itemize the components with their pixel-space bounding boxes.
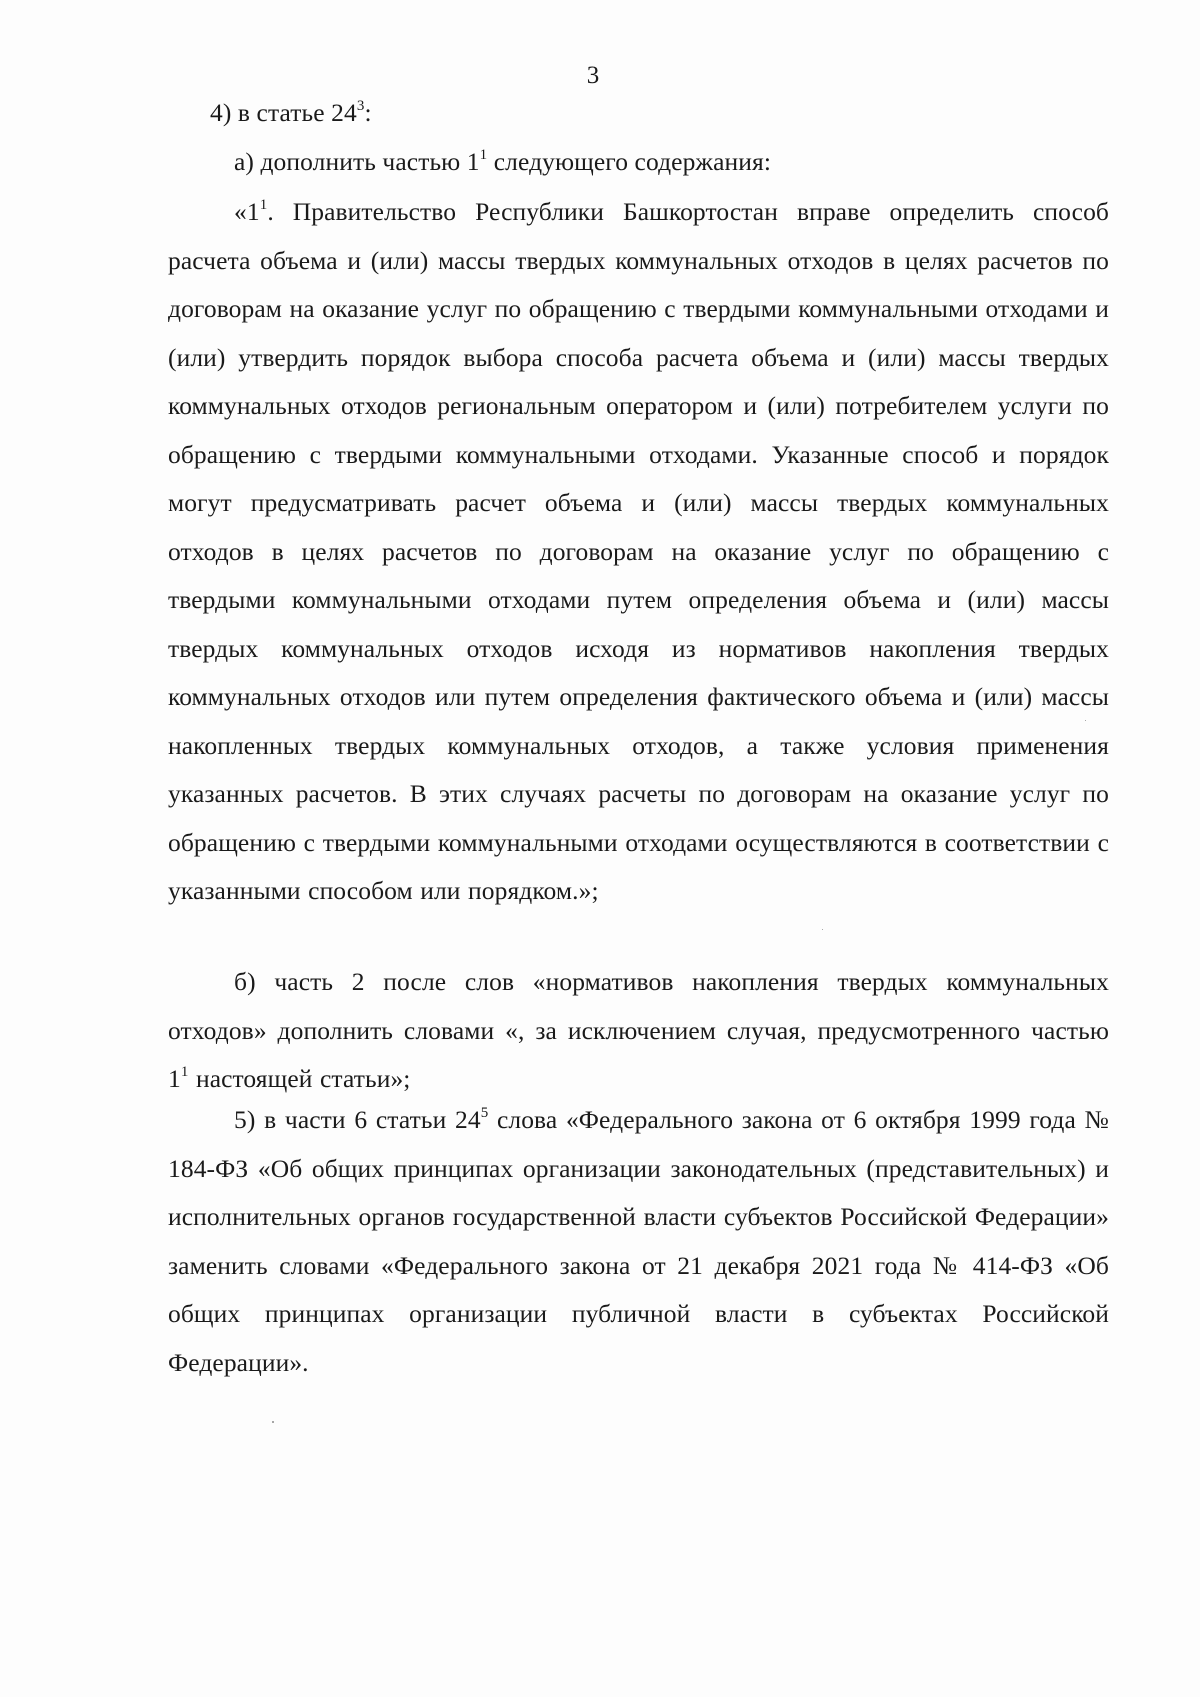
- scan-speck: [1085, 720, 1086, 721]
- item4a-text: а) дополнить частью 1: [234, 147, 480, 176]
- item5-paragraph: [168, 1096, 1109, 1387]
- page-number: 3: [586, 62, 600, 89]
- quoted-part-1-1: [168, 188, 1109, 916]
- quote-body: . Правительство Республики Башкортостан вправе определить способ расчета объема и (или) массы твердых коммунальных отходов в целях расчетов по договорам на оказание услуг по обращению с твердыми коммунальными отходами и (или) утвердить порядок выбора способа расчета объема и (или) массы твердых коммунальных отходов региональным оператором и (или) потребителем услуги по обращению с твердыми коммунальными отходами. Указанные способ и порядок могут предусматривать расчет объема и (или) массы твердых коммунальных отходов в целях расчетов по договорам на оказание услуг по обращению с твердыми коммунальными отходами путем определения объема и (или) массы твердых коммунальных отходов исходя из нормативов накопления твердых коммунальных отходов или путем определения фактического объема и (или) массы накопленных твердых коммунальных отходов, а также условия применения указанных расчетов. В этих случаях расчеты по договорам на оказание услуг по обращению с твердыми коммунальными отходами осуществляются в соответствии с указанными способом или порядком.»;: [168, 197, 1109, 905]
- quote-superscript: 1: [259, 196, 268, 213]
- item4b-text-end: настоящей статьи»;: [188, 1064, 411, 1093]
- item4a-superscript: 1: [479, 146, 488, 163]
- item5-text: 5) в части 6 статьи 24: [234, 1105, 481, 1134]
- item4b-paragraph: [168, 958, 1109, 1104]
- item4-intro-text: 4) в статье 24: [210, 98, 357, 127]
- item4-intro-colon: :: [364, 98, 372, 127]
- item4a-text-end: следующего содержания:: [487, 147, 772, 176]
- scan-speck: [822, 929, 823, 930]
- item5-superscript: 5: [480, 1104, 489, 1121]
- item4a-line: [234, 147, 771, 177]
- item4-intro-superscript: 3: [356, 97, 365, 114]
- item5-text-end: слова «Федерального закона от 6 октября 1999 года № 184-ФЗ «Об общих принципах организации законодательных (представительных) и исполнительных органов государственной власти субъектов Российской Федерации» заменить словами «Федерального закона от 21 декабря 2021 года № 414-ФЗ «Об общих принципах организации публичной власти в субъектах Российской Федерации».: [168, 1105, 1109, 1377]
- item4-intro: [210, 98, 372, 128]
- quote-open: «1: [234, 197, 260, 226]
- item4b-text: б) часть 2 после слов «нормативов накопления твердых коммунальных отходов» дополнить словами «, за исключением случая, предусмотренного частью 1: [168, 967, 1109, 1093]
- scan-speck: [272, 1421, 274, 1423]
- item4b-superscript: 1: [180, 1063, 189, 1080]
